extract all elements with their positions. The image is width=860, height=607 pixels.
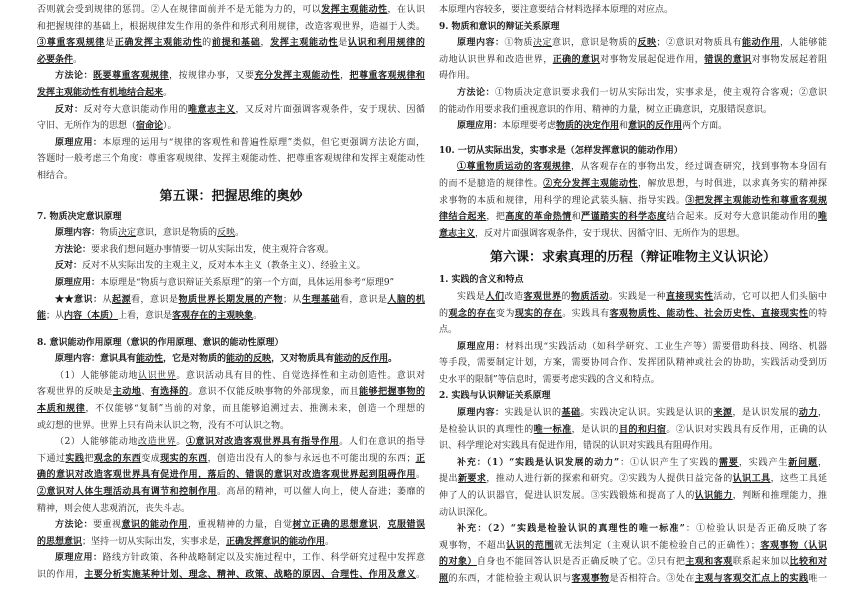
emphasized-text: 新问题 xyxy=(788,457,818,468)
text-run: 实践是 xyxy=(457,291,486,302)
text-line xyxy=(37,308,425,325)
emphasized-text: 树立正确的思想意识 xyxy=(292,520,378,531)
emphasized-text: 意识的反作用 xyxy=(628,121,683,132)
text-line xyxy=(439,571,827,588)
text-run: 的能动作用要求我们重视意识的作用、精神的力量，树立正确意识，克服错误意识。 xyxy=(439,104,773,115)
text-line xyxy=(439,422,827,439)
text-run: 是 xyxy=(338,38,348,49)
text-run: 要重视 xyxy=(93,520,122,531)
emphasized-text: 实践 xyxy=(65,453,85,464)
bold-text: 原理内容：意识具有 xyxy=(55,354,137,365)
text-run: ：①认识产生了实践的 xyxy=(619,457,720,468)
emphasized-text: 决定 xyxy=(532,38,552,49)
text-run: ，重视精神的力量，自觉 xyxy=(187,520,293,531)
text-run: 提出 xyxy=(439,474,458,485)
emphasized-text: 主动地 xyxy=(112,387,142,398)
text-line xyxy=(37,434,425,451)
emphasized-text: 发挥主观能动性 xyxy=(321,5,388,15)
text-run: 变为 xyxy=(495,308,515,319)
emphasized-text: 能 xyxy=(37,311,47,322)
text-line xyxy=(439,2,827,19)
text-run: ①物质 xyxy=(504,38,533,49)
text-line xyxy=(37,550,425,567)
emphasized-text: 动力 xyxy=(798,408,818,419)
text-run: 意识，意识是物质的 xyxy=(136,228,218,239)
bold-text: 补充：（2）“实践是检验认识的真理性的唯一标准” xyxy=(457,524,685,535)
bold-text: ，又对物质具有 xyxy=(271,354,335,365)
emphasized-text: 主观与客观交汇点上的实践 xyxy=(694,574,809,584)
emphasized-text: 认识的范围 xyxy=(506,540,555,551)
emphasized-text: 客观世界 xyxy=(523,291,562,302)
bold-text: 反对： xyxy=(55,261,83,272)
emphasized-text: 充分发挥主观能动性 xyxy=(254,71,340,82)
text-line xyxy=(37,418,425,435)
text-run: 求事物的本质和规律，用科学的理论武装头脑、指导实践。 xyxy=(439,195,686,206)
text-line xyxy=(37,384,425,401)
text-run: 变成 xyxy=(141,453,161,464)
text-run: 本原理是“物质与意识辩证关系原理”的第一个方面，具体运用参考“原理9” xyxy=(100,277,395,288)
emphasized-text: 严谨踏实的科学态度 xyxy=(581,212,667,223)
text-line xyxy=(37,292,425,309)
lesson-heading: 第六课：求索真理的历程（辩证唯物主义认识论） xyxy=(489,250,776,266)
text-run: 本原理的运用与“规律的客观性和普遍性原理”类似，但它更强调方法论方面， xyxy=(102,137,425,148)
text-line xyxy=(439,176,827,193)
text-run: 要求我们想问题办事情要一切从实际出发，使主观符合客观。 xyxy=(91,244,335,255)
text-run: 史水平的限制”等信息时，需要考虑实践的含义和特点。 xyxy=(439,374,660,385)
emphasized-text: 物质的决定作用 xyxy=(556,121,620,132)
emphasized-text: 反映 xyxy=(637,38,657,49)
text-line xyxy=(439,339,827,356)
emphasized-text: 正 xyxy=(415,453,425,464)
text-run: ①物质决定意识要求我们一切从实际出发，实事求是，使主观符合客观；②意识 xyxy=(495,87,827,98)
emphasized-text: 错误的意识 xyxy=(704,54,752,65)
text-line xyxy=(37,19,425,36)
bold-text: 方法论： xyxy=(55,71,93,82)
text-run: 。意识活动具有目的性、自觉选择性和主动创造性。意识对 xyxy=(176,370,425,381)
text-line xyxy=(37,102,425,119)
emphasized-text: 观念的东西 xyxy=(93,453,142,464)
emphasized-text: 必要条件 xyxy=(37,54,74,65)
text-run: 的东西，才能检验主观认识与 xyxy=(448,574,572,584)
text-line xyxy=(439,85,827,102)
text-run: 。 xyxy=(73,54,83,65)
emphasized-text: 意识的能动作用 xyxy=(121,520,188,531)
emphasized-text: 现实的存在 xyxy=(514,308,563,319)
emphasized-text: 的思想意识 xyxy=(37,536,83,547)
text-run: 材料出现“实践活动（如科学研究、工业生产等）需要借助科技、网络、机器 xyxy=(505,341,827,352)
text-line xyxy=(37,35,425,52)
text-run: ）。 xyxy=(163,121,177,132)
emphasized-text: 客观事物（认识 xyxy=(759,540,827,551)
emphasized-text: 改造世界 xyxy=(138,437,177,448)
emphasized-text: 新要求 xyxy=(457,474,487,485)
text-run: 碍作用。 xyxy=(439,71,476,82)
emphasized-text: 本质和规律 xyxy=(37,404,86,415)
emphasized-text: 认识和利用规律的 xyxy=(347,38,425,49)
text-run: 是检验认识的真理性的 xyxy=(439,424,534,435)
text-line xyxy=(439,289,827,306)
text-run: ，又反对片面强调客观条件，安于现状、因循 xyxy=(235,104,425,115)
text-line xyxy=(439,68,827,85)
text-run: 或幻想的世界。世界上只有尚未认识之物，没有不可认识之物。 xyxy=(37,420,290,431)
emphasized-text: 起源 xyxy=(111,294,131,305)
lesson-heading: 第五课：把握思维的奥妙 xyxy=(159,188,303,204)
emphasized-text: 能动性 xyxy=(136,354,164,365)
text-run: ，解放思想，与时俱进，以求真务实的精神探 xyxy=(637,178,827,189)
section-title xyxy=(37,209,425,226)
text-run: 点。 xyxy=(439,325,458,336)
text-line xyxy=(37,534,425,551)
text-run: ，判断和推理能力，推 xyxy=(732,491,827,502)
bold-text: 8. 意识能动作用原理（意识的作用原理、意识的能动性原理） xyxy=(37,337,284,348)
text-line xyxy=(37,85,425,102)
text-run: 动认识深化。 xyxy=(439,507,494,518)
text-run: ：①检验认识是否正确反映了客 xyxy=(684,524,827,535)
text-line xyxy=(37,225,425,242)
text-run: 是否相符合。③处在 xyxy=(609,574,695,584)
text-line xyxy=(439,372,827,389)
emphasized-text: 唯意志主义 xyxy=(187,104,236,115)
bold-text: 原理内容： xyxy=(457,408,505,419)
text-line xyxy=(37,368,425,385)
text-line xyxy=(439,118,827,135)
text-run: 。意识不仅能反映事物的外部现象，而且 xyxy=(188,387,360,398)
text-line xyxy=(37,118,425,135)
text-run: ，推动人进行新的探索和研究。②实践为人提供日益完备的 xyxy=(486,474,733,485)
bold-text: 原理应用： xyxy=(55,277,101,288)
emphasized-text: 把尊重客观规律和 xyxy=(349,71,425,82)
text-line xyxy=(37,275,425,292)
text-run: 。 xyxy=(325,536,335,547)
emphasized-text: ②意识对人体生理活动具有调节和控制作用 xyxy=(37,487,218,498)
text-run: 自身也不能回答认识是否正确反映了它。②只有把 xyxy=(476,557,686,568)
text-line xyxy=(439,35,827,52)
text-run: 否则就会受到规律的惩罚。②人在规律面前并不是无能为力的，可以 xyxy=(37,5,322,15)
emphasized-text: 认识能力 xyxy=(694,491,733,502)
bold-text: 原理应用： xyxy=(55,137,103,148)
text-run: 看，意识是 xyxy=(339,294,388,305)
text-run: ，实践产生 xyxy=(738,457,789,468)
text-run: 上看，意识是 xyxy=(118,311,173,322)
text-run: ，把 xyxy=(486,212,506,223)
bold-text: 1. 实践的含义和特点 xyxy=(439,275,524,286)
section-title xyxy=(439,272,827,289)
bold-text: 原理应用： xyxy=(457,341,506,352)
text-run: 物质 xyxy=(100,228,119,239)
emphasized-text: 发挥主观能动性有机地结合起来 xyxy=(37,87,164,98)
text-line xyxy=(439,52,827,69)
emphasized-text: ②充分发挥主观能动性 xyxy=(543,178,638,189)
text-run: 。实践决定认识。实践是认识的 xyxy=(580,408,714,419)
text-run: 。 xyxy=(415,470,425,481)
emphasized-text: 能动的反映 xyxy=(226,354,272,365)
text-line xyxy=(439,438,827,455)
text-run: ，在认识 xyxy=(387,5,425,15)
text-run: 精神，则会使人悲观消沉，丧失斗志。 xyxy=(37,503,191,514)
text-run: 下通过 xyxy=(37,453,66,464)
text-line xyxy=(439,455,827,472)
emphasized-text: 人脑的机 xyxy=(387,294,425,305)
text-line xyxy=(37,168,425,185)
emphasized-text: 唯一标准 xyxy=(533,424,572,435)
text-run: 改造 xyxy=(504,291,524,302)
emphasized-text: 主要分析实施某种计划、理念、精神、政策、战略的原因、合理性、作用及意义 xyxy=(84,570,416,580)
text-line xyxy=(439,102,827,119)
emphasized-text: 能动作用 xyxy=(741,38,780,49)
text-run: 。实践具有 xyxy=(562,308,610,319)
emphasized-text: ③把发挥主观能动性和尊重客观规 xyxy=(685,195,827,206)
text-run: 的 xyxy=(202,38,212,49)
section-title xyxy=(37,335,425,352)
text-run: 的而不是臆造的规律性。 xyxy=(439,178,544,189)
emphasized-text: 高度的革命热情 xyxy=(505,212,572,223)
text-run: 的 xyxy=(561,291,571,302)
text-run: ，创造出没有人的参与永远也不可能出现的东西； xyxy=(207,453,416,464)
emphasized-text: 来源 xyxy=(713,408,733,419)
bold-text: 原理应用： xyxy=(457,121,503,132)
text-run: ，按规律办事，又要 xyxy=(168,71,255,82)
text-line xyxy=(37,401,425,418)
text-line xyxy=(37,517,425,534)
text-line xyxy=(37,351,425,368)
text-run: 的特 xyxy=(808,308,827,319)
bold-text: 方法论： xyxy=(457,87,495,98)
text-run: 两个方面。 xyxy=(682,121,728,132)
text-run: 和 xyxy=(571,212,582,223)
section-title xyxy=(439,19,827,36)
text-run: 把 xyxy=(84,453,94,464)
emphasized-text: 比较和对 xyxy=(789,557,827,568)
emphasized-text: 物质世界长期发展的产物 xyxy=(178,294,283,305)
bold-text: 7. 物质决定意识原理 xyxy=(37,211,122,222)
left-column xyxy=(37,2,425,584)
text-run: 就无法判定（主观认识不能检验自己的正确性）； xyxy=(554,540,760,551)
bold-text: 。 xyxy=(388,354,398,365)
bold-text: 补充：（1）“实践是认识发展的动力” xyxy=(457,457,620,468)
text-line xyxy=(37,151,425,168)
text-run: 识、科学理论对实践具有促进作用，错误的认识对实践具有阻碍作用。 xyxy=(439,441,719,452)
text-run: ， xyxy=(377,520,388,531)
emphasized-text: 内容（本质） xyxy=(64,311,119,322)
text-line xyxy=(37,467,425,484)
text-run: ，这些工具延 xyxy=(770,474,827,485)
text-line xyxy=(37,52,425,69)
emphasized-text: 有选择的 xyxy=(150,387,189,398)
text-run: 和 xyxy=(619,121,629,132)
text-line xyxy=(37,567,425,584)
emphasized-text: 反映 xyxy=(217,228,236,239)
bold-text: 原理内容： xyxy=(457,38,505,49)
bold-text: 反对： xyxy=(55,104,84,115)
text-run: ，不仅能够“复制”当前的对象，而且能够追溯过去、推测未来，创造一个理想的 xyxy=(85,404,425,415)
text-run: 相结合。 xyxy=(37,170,74,181)
section-title xyxy=(439,388,827,405)
text-run: ；②意识对物质具有 xyxy=(656,38,742,49)
text-run: 动地认识世界和改造世界， xyxy=(439,54,553,65)
text-line xyxy=(37,135,425,152)
emphasized-text: 正确发挥意识的能动作用 xyxy=(226,536,326,547)
text-run: 从 xyxy=(102,294,112,305)
text-run: ，人能够能 xyxy=(779,38,827,49)
text-run: 。 xyxy=(415,570,425,580)
emphasized-text: 需要 xyxy=(719,457,739,468)
emphasized-text: 现实的东西 xyxy=(160,453,208,464)
text-run: 。实践是一种 xyxy=(609,291,666,302)
text-run: 对事物发展起着阻 xyxy=(751,54,827,65)
text-line xyxy=(439,521,827,538)
emphasized-text: 能动的反作用 xyxy=(334,354,389,365)
text-run: ；从 xyxy=(46,311,65,322)
text-run: ， xyxy=(817,408,827,419)
emphasized-text: 宿命论 xyxy=(136,121,164,132)
bold-text: 方法论： xyxy=(55,244,92,255)
emphasized-text: 认识世界 xyxy=(138,370,177,381)
text-run: 。 xyxy=(176,437,186,448)
text-line xyxy=(439,193,827,210)
text-line xyxy=(439,226,827,243)
emphasized-text: 人们 xyxy=(485,291,505,302)
emphasized-text: 发挥主观能动性 xyxy=(270,38,339,49)
text-line xyxy=(439,505,827,522)
text-line xyxy=(37,68,425,85)
text-line xyxy=(37,451,425,468)
emphasized-text: 能够把握事物的 xyxy=(359,387,425,398)
text-run: 实践是认识的 xyxy=(504,408,562,419)
text-run: 联系起来加以 xyxy=(732,557,790,568)
emphasized-text: 照 xyxy=(439,574,449,584)
text-run: ， xyxy=(817,457,827,468)
text-line xyxy=(37,501,425,518)
text-line xyxy=(37,258,425,275)
text-line xyxy=(439,405,827,422)
text-run: 答题时一般考虑三个角度：尊重客观规律、发挥主观能动性、把尊重客观规律和发挥主观能动性 xyxy=(37,154,425,165)
emphasized-text: 前提和基础 xyxy=(211,38,261,49)
bold-text: 原理内容： xyxy=(55,228,101,239)
text-run: ，反对片面强调客观条件，安于现状、因循守旧、无所作为的思想。 xyxy=(475,228,746,239)
bold-text: 方法论： xyxy=(55,520,93,531)
bold-text: 10. 一切从实际出发，实事求是（怎样发挥意识的能动作用） xyxy=(439,145,683,156)
emphasized-text: 客观存在的主观映象 xyxy=(172,311,254,322)
emphasized-text: 正确的意识 xyxy=(552,54,601,65)
text-run: 反对不从实际出发的主观主义，反对本本主义（教条主义）、经验主义。 xyxy=(82,261,366,272)
emphasized-text: ①意识对改造客观世界具有指导作用 xyxy=(185,437,340,448)
text-line xyxy=(439,159,827,176)
text-line xyxy=(37,2,425,19)
text-run: 。②认识对实践具有反作用，正确的认 xyxy=(666,424,827,435)
text-run: 对事物发展起促进作用， xyxy=(600,54,705,65)
bold-text: 9. 物质和意识的辩证关系原理 xyxy=(439,21,560,32)
text-run: 。 xyxy=(163,87,173,98)
text-run: ；坚持一切从实际出发，实事求是， xyxy=(82,536,227,547)
emphasized-text: 基础 xyxy=(561,408,581,419)
bold-text: ，它是对物质的 xyxy=(163,354,227,365)
emphasized-text: 客观事物 xyxy=(571,574,610,584)
emphasized-text: ①尊重物质运动的客观规律 xyxy=(457,162,571,173)
text-line xyxy=(439,355,827,372)
bold-text: 2. 实践与认识辩证关系原理 xyxy=(439,391,551,402)
text-run: 。高昂的精神，可以催人向上，使人奋进；萎靡的 xyxy=(217,487,425,498)
emphasized-text: 既要尊重客观规律 xyxy=(93,71,169,82)
text-run: 唯一 xyxy=(808,574,827,584)
text-line xyxy=(439,554,827,571)
text-line xyxy=(439,488,827,505)
emphasized-text: 确的意识对改造客观世界具有促进作用，落后的、错误的意识对改造客观世界起到阻碍作用 xyxy=(37,470,416,481)
emphasized-text: 的对象） xyxy=(439,557,477,568)
text-run: ， xyxy=(339,71,350,82)
text-run: 看，意识是 xyxy=(130,294,179,305)
emphasized-text: 主观和客观 xyxy=(685,557,733,568)
emphasized-text: 意志主义 xyxy=(439,228,476,239)
text-run: 活动，它可以把人们头脑中 xyxy=(713,291,827,302)
text-run: 观事物，不超出 xyxy=(439,540,507,551)
text-run: ，是认识发展的 xyxy=(732,408,799,419)
emphasized-text: 决定 xyxy=(118,228,137,239)
text-run: 本原理内容较多，要注意要结合材料选择本原理的对应点。 xyxy=(439,5,674,15)
text-line xyxy=(37,242,425,259)
text-run: 的 xyxy=(439,308,449,319)
text-run: 守旧、无所作为的思想（ xyxy=(37,121,137,132)
text-run: 。 xyxy=(235,228,245,239)
emphasized-text: 物质活动 xyxy=(571,291,609,302)
text-line xyxy=(439,322,827,339)
emphasized-text: 律结合起来 xyxy=(439,212,487,223)
emphasized-text: 客观物质性、能动性、社会历史性、直接现实性 xyxy=(609,308,809,319)
emphasized-text: 直接现实性 xyxy=(665,291,714,302)
text-run: 等手段，需要制定计划，方案，需要协同合作、发挥团队精神或社会的协助，实践活动受到历 xyxy=(439,358,827,369)
text-run: 是 xyxy=(105,38,115,49)
text-run: 。人们在意识的指导 xyxy=(339,437,425,448)
text-run: （1）人能够能动地 xyxy=(55,370,138,381)
emphasized-text: 唯 xyxy=(817,212,827,223)
text-run: 意识，意识是物质的 xyxy=(551,38,638,49)
emphasized-text: 生理基础 xyxy=(301,294,340,305)
section-title xyxy=(439,143,827,160)
emphasized-text: 克服错误 xyxy=(387,520,425,531)
emphasized-text: 认识工具 xyxy=(732,474,771,485)
emphasized-text: 正确发挥主观能动性 xyxy=(114,38,203,49)
text-line xyxy=(439,538,827,555)
bold-text: ★★意识： xyxy=(55,294,103,305)
text-run: （2）人能够能动地 xyxy=(55,437,138,448)
text-run: ， xyxy=(260,38,271,49)
text-run: 路线方针政策、各种战略制定以及实施过程中，工作、科学研究过程中发挥意 xyxy=(102,553,425,564)
text-line xyxy=(439,209,827,226)
text-run: ，是认识的 xyxy=(571,424,620,435)
emphasized-text: 目的和归宿 xyxy=(619,424,667,435)
text-run: 结合起来。反对夸大意识能动作用的 xyxy=(666,212,818,223)
emphasized-text: ③尊重客观规律 xyxy=(37,38,106,49)
emphasized-text: 观念的存在 xyxy=(448,308,496,319)
text-run: 识的作用， xyxy=(37,570,85,580)
text-run: 本原理要考虑 xyxy=(502,121,557,132)
right-column xyxy=(439,2,827,588)
text-run: 伸了人的认识器官，促进认识发展。③实践锻炼和提高了人的 xyxy=(439,491,695,502)
text-run: 反对夸大意识能动作用的 xyxy=(83,104,188,115)
text-run: 客观世界的反映是 xyxy=(37,387,113,398)
text-line xyxy=(439,471,827,488)
bold-text: 原理应用： xyxy=(55,553,103,564)
text-run: ；从 xyxy=(282,294,302,305)
text-line xyxy=(439,306,827,323)
text-run: 。 xyxy=(253,311,263,322)
text-line xyxy=(37,484,425,501)
text-run: 、 xyxy=(141,387,151,398)
text-run: 和把握规律的基础上，根据规律发生作用的条件和形式利用规律，改造客观世界，造福于人类。 xyxy=(37,21,425,32)
text-run: ，从客观存在的事物出发，经过调查研究，找到事物本身固有 xyxy=(571,162,827,173)
